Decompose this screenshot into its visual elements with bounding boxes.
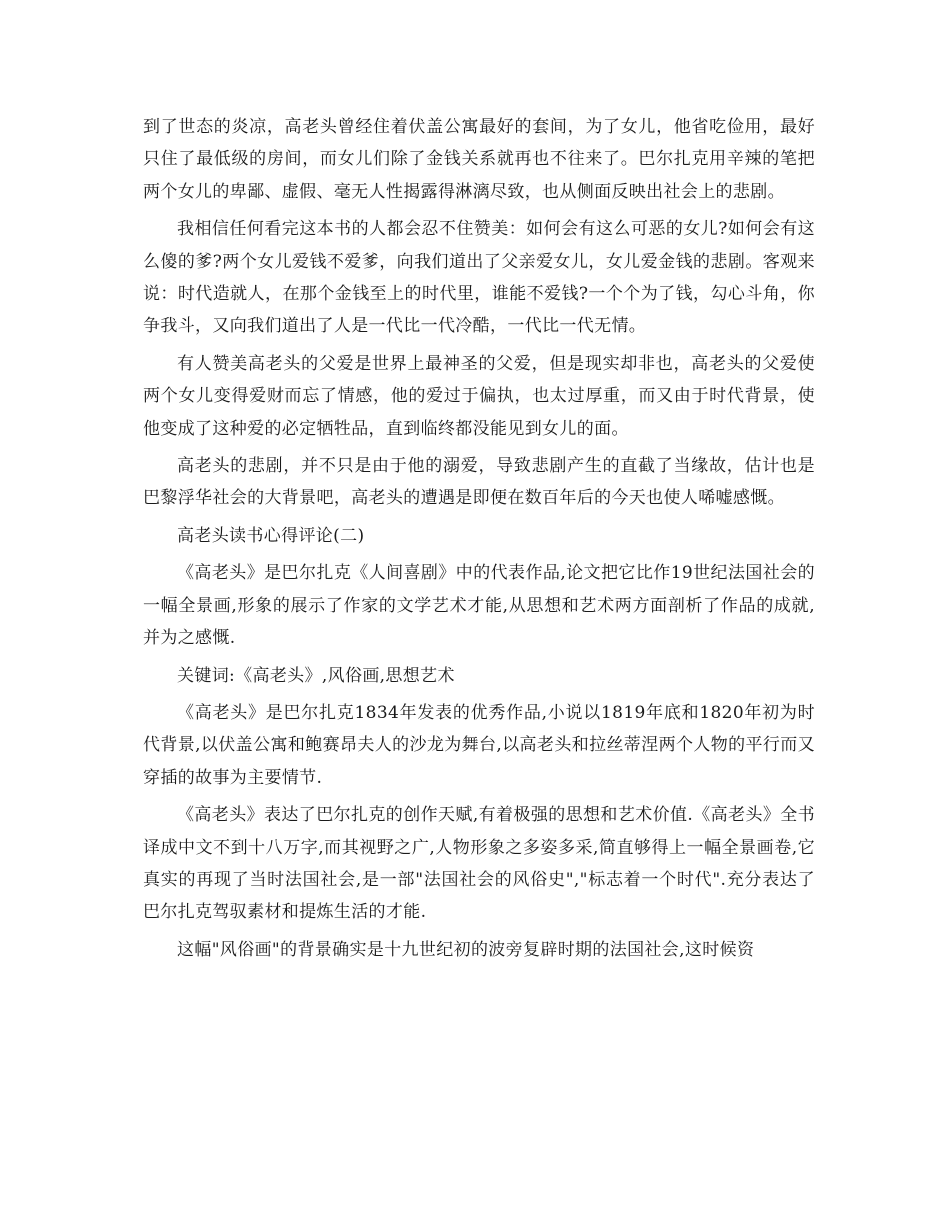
paragraph: 《高老头》是巴尔扎克《人间喜剧》中的代表作品,论文把它比作19世纪法国社会的一幅全景画,形象的展示了作家的文学艺术才能,从思想和艺术两方面剖析了作品的成就,并为之感慨. <box>143 563 815 649</box>
paragraph: 我相信任何看完这本书的人都会忍不住赞美：如何会有这么可恶的女儿?如何会有这么傻的爹?两个女儿爱钱不爱爹，向我们道出了父亲爱女儿，女儿爱金钱的悲剧。客观来说：时代造就人，在那个金钱至上的时代里，谁能不爱钱?一个个为了钱，勾心斗角，你争我斗，又向我们道出了人是一代比一代冷酷，一代比一代无情。 <box>143 219 815 337</box>
paragraph: 有人赞美高老头的父爱是世界上最神圣的父爱，但是现实却非也，高老头的父爱使两个女儿变得爱财而忘了情感，他的爱过于偏执，也太过厚重，而又由于时代背景，使他变成了这种爱的必定牺牲品，直到临终都没能见到女儿的面。 <box>143 353 815 439</box>
paragraph: 高老头的悲剧，并不只是由于他的溺爱，导致悲剧产生的直截了当缘故，估计也是巴黎浮华社会的大背景吧，高老头的遭遇是即便在数百年后的今天也使人唏嘘感慨。 <box>143 456 815 509</box>
section-heading: 高老头读书心得评论(二) <box>177 525 365 546</box>
paragraph: 《高老头》是巴尔扎克1834年发表的优秀作品,小说以1819年底和1820年初为时代背景,以伏盖公寓和鲍赛昂夫人的沙龙为舞台,以高老头和拉丝蒂涅两个人物的平行而又穿插的故事为主要情节. <box>143 702 815 788</box>
keywords-line: 关键词:《高老头》,风俗画,思想艺术 <box>177 665 455 686</box>
document-body <box>143 111 815 971</box>
paragraph: 《高老头》表达了巴尔扎克的创作天赋,有着极强的思想和艺术价值.《高老头》全书译成中文不到十八万字,而其视野之广,人物形象之多姿多采,简直够得上一幅全景画卷,它真实的再现了当时法国社会,是一部"法国社会的风俗史","标志着一个时代".充分表达了巴尔扎克驾驭素材和提炼生活的才能. <box>143 805 815 923</box>
paragraph-continued: 到了世态的炎凉，高老头曾经住着伏盖公寓最好的套间，为了女儿，他省吃俭用，最好只住了最低级的房间，而女儿们除了金钱关系就再也不往来了。巴尔扎克用辛辣的笔把两个女儿的卑鄙、虚假、毫无人性揭露得淋漓尽致，也从侧面反映出社会上的悲剧。 <box>143 117 815 202</box>
paragraph-truncated: 这幅"风俗画"的背景确实是十九世纪初的波旁复辟时期的法国社会,这时候资 <box>177 939 755 960</box>
